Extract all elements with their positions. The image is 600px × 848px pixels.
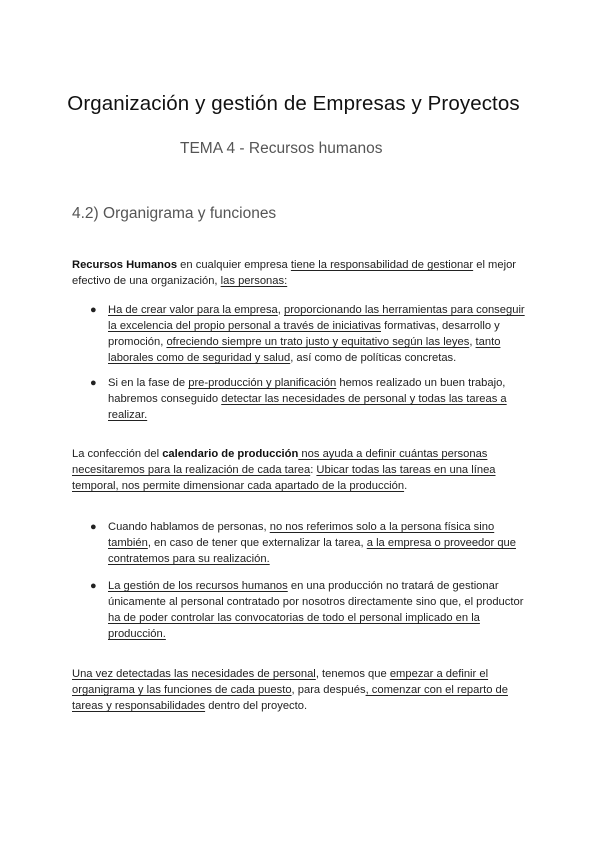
text-run: , en caso de tener que externalizar la tarea, bbox=[147, 537, 367, 549]
list-item-text bbox=[108, 375, 533, 423]
list-item bbox=[90, 375, 535, 423]
text-run: , para después bbox=[291, 684, 366, 696]
underlined-run: las personas: bbox=[220, 275, 288, 287]
text-run: : bbox=[310, 464, 317, 476]
bold-term: calendario de producción bbox=[162, 448, 299, 460]
text-run: , bbox=[469, 336, 476, 348]
text-run: formativas, desarrollo y promoción, bbox=[108, 320, 500, 348]
list-item bbox=[90, 578, 535, 642]
text-run: , así como de políticas concretas. bbox=[290, 352, 457, 364]
text-run: en una producción no tratará de gestionar únicamente al personal contratado por nosotros directamente sino que, el productor bbox=[108, 580, 524, 608]
underlined-run: proporcionando las herramientas para conseguir la excelencia del propio personal a través de iniciativas bbox=[108, 304, 525, 332]
underlined-run: Ubicar todas las tareas en una línea temporal, nos permite dimensionar cada apartado de la producción bbox=[72, 464, 496, 492]
list-item bbox=[90, 302, 535, 366]
list-item-text bbox=[108, 578, 533, 642]
list-item bbox=[90, 519, 535, 567]
paragraph-organigram bbox=[72, 666, 532, 714]
text-run: Si en la fase de bbox=[108, 377, 189, 389]
list-item-text bbox=[108, 519, 533, 567]
document-subtitle: TEMA 4 - Recursos humanos bbox=[180, 140, 383, 157]
paragraph-intro bbox=[72, 257, 532, 289]
bullet-icon: ● bbox=[90, 580, 97, 592]
text-run: Cuando hablamos de personas, bbox=[108, 521, 270, 533]
bullet-icon: ● bbox=[90, 377, 97, 389]
text-run: el mejor efectivo de una organización, bbox=[72, 259, 517, 287]
text-run: La confección del bbox=[72, 448, 163, 460]
text-run: hemos realizado un buen trabajo, habremos conseguido bbox=[108, 377, 506, 405]
underlined-run: tanto laborales como de seguridad y salud bbox=[108, 336, 501, 364]
bold-term: Recursos Humanos bbox=[72, 259, 178, 271]
underlined-run: pre-producción y planificación bbox=[188, 377, 337, 389]
underlined-run: no nos referimos solo a la persona física sino también bbox=[108, 521, 495, 549]
text-run: , bbox=[277, 304, 284, 316]
underlined-run: Ha de crear valor para la empresa bbox=[108, 304, 278, 316]
underlined-run: tiene la responsabilidad de gestionar bbox=[290, 259, 474, 271]
underlined-run: , comenzar con el reparto de tareas y responsabilidades bbox=[72, 684, 508, 712]
underlined-run: La gestión de los recursos humanos bbox=[108, 580, 288, 592]
document-title: Organización y gestión de Empresas y Proyectos bbox=[67, 92, 520, 115]
paragraph-calendar bbox=[72, 446, 532, 494]
underlined-run: detectar las necesidades de personal y todas las tareas a realizar. bbox=[108, 393, 507, 421]
text-run: dentro del proyecto. bbox=[205, 700, 308, 712]
text-run: , tenemos que bbox=[315, 668, 390, 680]
underlined-run: nos ayuda a definir cuántas personas necesitaremos para la realización de cada tarea bbox=[72, 448, 488, 476]
underlined-run: empezar a definir el organigrama y las funciones de cada puesto bbox=[72, 668, 489, 696]
section-heading: 4.2) Organigrama y funciones bbox=[72, 205, 277, 222]
underlined-run: a la empresa o proveedor que contratemos para su realización. bbox=[108, 537, 516, 565]
text-run: en cualquier empresa bbox=[177, 259, 291, 271]
underlined-run: Una vez detectadas las necesidades de personal bbox=[72, 668, 316, 680]
text-run: . bbox=[404, 480, 408, 492]
underlined-run: ha de poder controlar las convocatorias de todo el personal implicado en la producción. bbox=[108, 612, 480, 640]
list-item-text bbox=[108, 302, 533, 366]
bullet-icon: ● bbox=[90, 521, 97, 533]
bullet-icon: ● bbox=[90, 304, 97, 316]
underlined-run: ofreciendo siempre un trato justo y equitativo según las leyes bbox=[166, 336, 470, 348]
